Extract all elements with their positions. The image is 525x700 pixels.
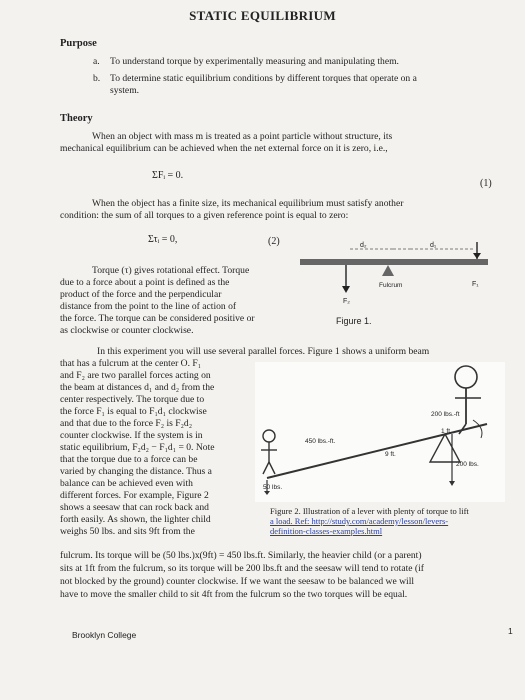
para3-line: center respectively. The torque due to: [60, 394, 205, 405]
equation-1: ΣFᵢ = 0.: [152, 170, 184, 181]
theory-para2-line2: condition: the sum of all torques to a given reference point is equal to zero:: [60, 210, 349, 221]
torque-line: Torque (τ) gives rotational effect. Torque: [92, 265, 250, 276]
figure-2-caption-line1: Figure 2. Illustration of a lever with plenty of torque to lift: [270, 506, 469, 516]
para3-line: forth easily. As shown, the lighter child: [60, 514, 211, 525]
theory-para2-line1: When the object has a finite size, its mechanical equilibrium must satisfy another: [92, 198, 404, 209]
closing-line: sits at 1ft from the fulcrum, so its torque will be 200 lbs.ft and the seesaw will tend to rotate (if: [60, 563, 424, 574]
footer-college: Brooklyn College: [72, 630, 137, 640]
torque-line: distance from the point to the line of action of: [60, 301, 237, 312]
closing-line: not blocked by the ground) counter clockwise. If we want the seesaw to be balanced we will: [60, 576, 415, 587]
torque-line: product of the force and the perpendicular: [60, 289, 222, 300]
label-fulcrum: Fulcrum: [379, 282, 403, 289]
theory-para1-line2: mechanical equilibrium can be achieved when the net external force on it is zero, i.e.,: [60, 143, 388, 154]
figure-2-caption: [270, 506, 469, 536]
purpose-item-b-line2: system.: [110, 85, 140, 96]
label-d1: d₁: [430, 242, 437, 249]
fulcrum-triangle: [382, 265, 394, 276]
equation-2-number: (2): [268, 236, 280, 247]
theory-para1-line1: When an object with mass m is treated as a point particle without structure, its: [92, 131, 393, 142]
figure-1-beam-diagram: [290, 238, 495, 328]
label-f1: F₁: [472, 281, 479, 288]
para3-line: the beam at distances d₁ and d₂ from the: [60, 382, 215, 393]
para3-line: that has a fulcrum at the center O. F₁: [60, 358, 202, 369]
figure-2-reference-link-cont[interactable]: definition-classes-examples.html: [270, 526, 383, 536]
closing-line: have to move the smaller child to sit 4ft from the fulcrum so the two torques will be equal.: [60, 589, 408, 600]
para3-line: the force F₁ is equal to F₁d₁ clockwise: [60, 406, 207, 417]
torque-line: the force. The torque can be considered positive or: [60, 313, 255, 324]
label-50-lbs: 50 lbs.: [263, 484, 283, 491]
beam: [300, 259, 488, 265]
figure-2-seesaw-diagram: [255, 362, 505, 502]
purpose-marker-a: a.: [93, 56, 100, 67]
torque-line: as clockwise or counter clockwise.: [60, 325, 194, 336]
para3-line: static equilibrium, F₂d₂ − F₁d₁ = 0. Note: [60, 442, 215, 453]
torque-line: due to a force about a point is defined as the: [60, 277, 230, 288]
label-f2: F₂: [343, 298, 350, 305]
purpose-heading: Purpose: [60, 38, 97, 49]
closing-line: fulcrum. Its torque will be (50 lbs.)x(9ft) = 450 lbs.ft. Similarly, the heavier child (or a parent): [60, 550, 422, 561]
para3-line: balance can be achieved even with: [60, 478, 193, 489]
label-9-ft: 9 ft.: [385, 451, 396, 458]
page-number: 1: [508, 626, 513, 636]
para3-line: that the torque due to a force can be: [60, 454, 198, 465]
label-200-lbs: 200 lbs.: [456, 461, 479, 468]
equation-2: Στᵢ = 0,: [148, 234, 178, 245]
para3-line: counter clockwise. If the system is in: [60, 430, 203, 441]
purpose-item-b-line1: To determine static equilibrium conditions by different torques that operate on a: [110, 73, 417, 84]
page-title: STATIC EQUILIBRIUM: [189, 8, 336, 23]
figure-1-caption: Figure 1.: [336, 316, 372, 326]
para3-line: different forces. For example, Figure 2: [60, 490, 209, 501]
figure-2-reference-link[interactable]: a load. Ref: http://study.com/academy/lesson/levers-: [270, 516, 449, 526]
label-200-lbs-ft: 200 lbs.-ft: [431, 411, 460, 418]
theory-heading: Theory: [60, 113, 93, 124]
para3-line: and that due to the force F₂ is F₂d₂: [60, 418, 193, 429]
para3-line: and F₂ are two parallel forces acting on: [60, 370, 211, 381]
label-450-lbs-ft: 450 lbs.-ft.: [305, 438, 336, 445]
equation-1-number: (1): [480, 178, 492, 189]
purpose-marker-b: b.: [93, 73, 101, 84]
para3-line: weighs 50 lbs. and sits 9ft from the: [60, 526, 195, 537]
para3-line: varied by changing the distance. Thus a: [60, 466, 212, 477]
label-1-ft: 1 ft.: [441, 428, 452, 435]
label-d2: d₂: [360, 242, 367, 249]
para3-line: shows a seesaw that can rock back and: [60, 502, 209, 513]
purpose-item-a: To understand torque by experimentally measuring and manipulating them.: [110, 56, 399, 67]
para3-first-line: In this experiment you will use several parallel forces. Figure 1 shows a uniform beam: [97, 346, 430, 357]
